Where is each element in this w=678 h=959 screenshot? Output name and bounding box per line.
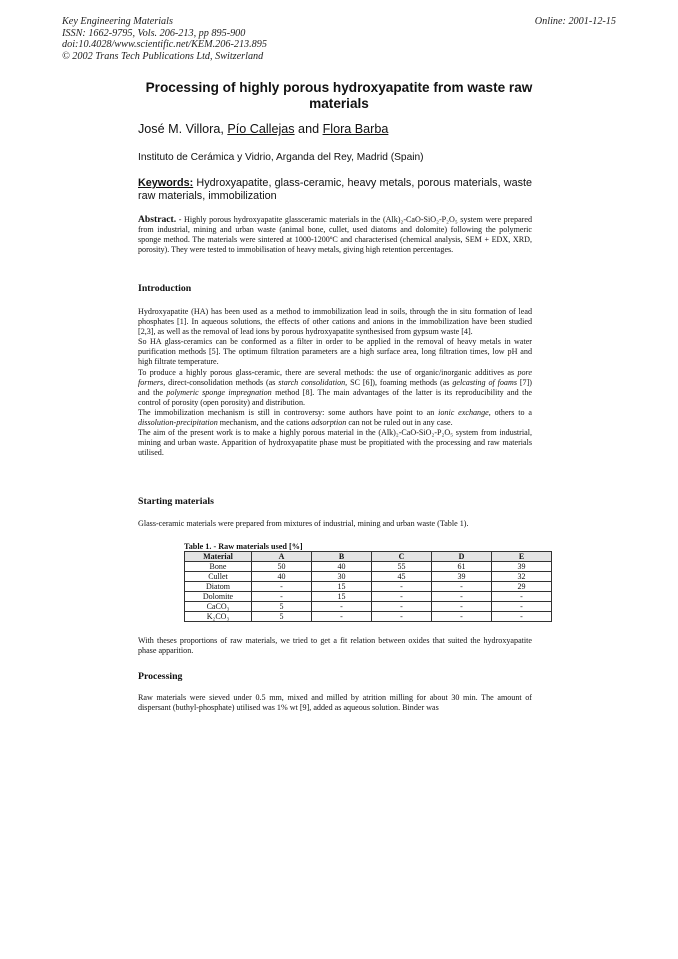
author-3[interactable]: Flora Barba (322, 122, 389, 136)
table-cell: - (492, 612, 552, 622)
table-cell: Dolomite (185, 592, 252, 602)
author-list (138, 122, 388, 136)
table-header-cell: E (492, 552, 552, 562)
paper-title: Processing of highly porous hydroxyapatite from waste raw materials (145, 80, 533, 111)
copyright-line: © 2002 Trans Tech Publications Ltd, Switzerland (62, 50, 264, 62)
table-cell: - (432, 602, 492, 612)
doi-line[interactable]: doi:10.4028/www.scientific.net/KEM.206-213.895 (62, 39, 267, 51)
table-cell: 39 (432, 572, 492, 582)
table-header-row (185, 552, 552, 562)
table-cell: 55 (372, 562, 432, 572)
affiliation: Instituto de Cerámica y Vidrio, Arganda del Rey, Madrid (Spain) (138, 152, 424, 163)
keywords (138, 177, 532, 203)
introduction-heading: Introduction (138, 283, 192, 294)
table-cell: - (252, 592, 312, 602)
table-cell: - (312, 612, 372, 622)
intro-paragraph: To produce a highly porous glass-ceramic, there are several methods: the use of organic/inorganic additives as pore formers, direct-consolidation methods (as starch consolidation, SC [6]), foaming methods (as gelcasting of foams [7]) and the polymeric sponge impregnation method [8]. The main advantages of the latter is its reproducibility and the control of porosity (open porosity) and distribution. (138, 367, 532, 407)
starting-materials-followup: With theses proportions of raw materials, we tried to get a fit relation between oxides that suited the hydroxyapatite phase apparition. (138, 636, 532, 656)
table-cell: Diatom (185, 582, 252, 592)
table-row (185, 572, 552, 582)
processing-text: Raw materials were sieved under 0.5 mm, mixed and milled by atrition milling for about 30 min. The amount of dispersant (buthyl-phosphate) utilised was 1% wt [9], added as aqueous solution. Binder was (138, 693, 532, 713)
table-cell: K₂CO₃ (185, 612, 252, 622)
table-header-cell: D (432, 552, 492, 562)
table-row (185, 582, 552, 592)
table-header-cell: C (372, 552, 432, 562)
table-cell: 32 (492, 572, 552, 582)
intro-paragraph: The aim of the present work is to make a highly porous material in the (Alk)₂-CaO-SiO₂-P₂O₅ system from industrial, mining and urban waste. Apparition of hydroxyapatite phase must be propitiated with the processing and raw materials utilised. (138, 428, 532, 458)
issn-line: ISSN: 1662-9795, Vols. 206-213, pp 895-900 (62, 27, 246, 39)
table-header-cell: A (252, 552, 312, 562)
introduction-body (138, 307, 532, 458)
intro-paragraph: Hydroxyapatite (HA) has been used as a method to immobilization lead in soils, through the in situ formation of lead phosphates [1]. In aqueous solutions, the effects of other cations and anions in the immobilization have been studied [2,3], as well as the removal of lead ions by porous hydroxyapatite synthesised from gypsum waste [4]. (138, 307, 532, 337)
table-cell: 5 (252, 602, 312, 612)
table-header-cell: B (312, 552, 372, 562)
table-cell: 39 (492, 562, 552, 572)
table-cell: 40 (312, 562, 372, 572)
table-cell: - (372, 602, 432, 612)
table-cell: 29 (492, 582, 552, 592)
table-cell: 40 (252, 572, 312, 582)
starting-materials-text: Glass-ceramic materials were prepared from mixtures of industrial, mining and urban waste (Table 1). (138, 519, 469, 528)
table-cell: 15 (312, 592, 372, 602)
abstract-label: Abstract. (138, 214, 177, 225)
table-cell: CaCO₃ (185, 602, 252, 612)
raw-materials-table (184, 551, 552, 622)
table-cell: - (432, 612, 492, 622)
abstract (138, 215, 532, 255)
starting-materials-heading: Starting materials (138, 496, 214, 507)
table-row (185, 612, 552, 622)
table-body (185, 562, 552, 622)
table-row (185, 562, 552, 572)
table-caption: Table 1. - Raw materials used [%] (184, 542, 303, 551)
author-1: José M. Villora, (138, 122, 228, 136)
table-cell: 45 (372, 572, 432, 582)
keywords-label: Keywords: (138, 177, 194, 189)
table-cell: - (252, 582, 312, 592)
table-cell: - (492, 602, 552, 612)
intro-paragraph: So HA glass-ceramics can be conformed as a filter in order to be applied in the removal of heavy metals in water purification methods [5]. The optimum filtration parameters are a high surface area, long filtration times, low pH and high filtrate temperature. (138, 337, 532, 367)
table-cell: 30 (312, 572, 372, 582)
table-cell: - (312, 602, 372, 612)
author-2[interactable]: Pío Callejas (227, 122, 295, 136)
table-cell: 50 (252, 562, 312, 572)
journal-name: Key Engineering Materials (62, 16, 173, 27)
processing-heading: Processing (138, 671, 183, 682)
author-separator: and (294, 122, 323, 136)
table-header-cell: Material (185, 552, 252, 562)
abstract-text: - Highly porous hydroxyapatite glassceramic materials in the (Alk)₂-CaO-SiO₂-P₂O₅ system were prepared from industrial, mining and urban waste (animal bone, cullet, used diatoms and dolomite) following the polymeric sponge method. The materials were sintered at 1000-1200ºC and characterised (chemical analysis, SEM + EDX, XRD, porosity). They were tested to immobilisation of heavy metals, giving high retention percentages. (138, 215, 532, 255)
table-cell: 15 (312, 582, 372, 592)
table-cell: - (372, 582, 432, 592)
intro-paragraph: The immobilization mechanism is still in controversy: some authors have point to an ionic exchange, others to a dissolution-precipitation mechanism, and the cations adsorption can not be ruled out in any case. (138, 407, 533, 428)
keywords-text: Hydroxyapatite, glass-ceramic, heavy metals, porous materials, waste raw materials, immobilization (138, 177, 532, 202)
table-cell: 61 (432, 562, 492, 572)
table-cell: Cullet (185, 572, 252, 582)
table-cell: - (492, 592, 552, 602)
table-row (185, 592, 552, 602)
table-cell: Bone (185, 562, 252, 572)
table-cell: - (432, 592, 492, 602)
table-cell: - (432, 582, 492, 592)
table-cell: - (372, 592, 432, 602)
journal-header (62, 16, 267, 62)
table-cell: - (372, 612, 432, 622)
table-cell: 5 (252, 612, 312, 622)
table-row (185, 602, 552, 612)
online-date: Online: 2001-12-15 (534, 16, 616, 27)
